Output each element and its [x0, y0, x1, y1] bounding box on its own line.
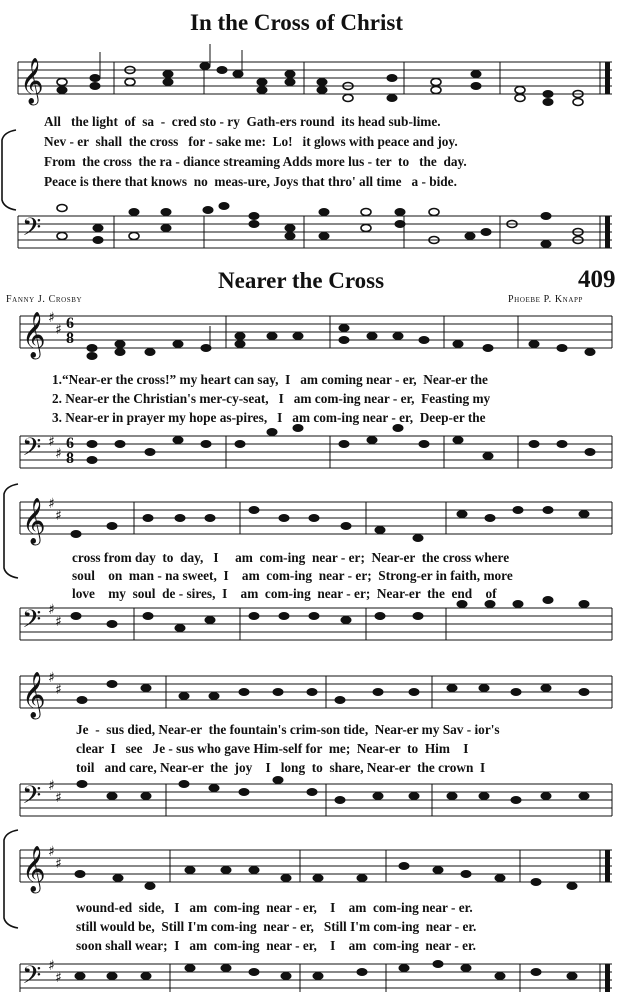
svg-text:♯: ♯ — [55, 508, 62, 524]
hymn-title: In the Cross of Christ — [190, 10, 403, 35]
svg-text:♯: ♯ — [48, 434, 55, 450]
hymn-title: Nearer the Cross — [218, 268, 385, 293]
time-signature-bottom: 8 — [66, 450, 74, 467]
svg-text:𝄢: 𝄢 — [22, 781, 42, 816]
verse-line: wound-ed side, I am com-ing near - er, I am com-ing near - er. — [76, 900, 473, 915]
time-signature-top: 6 — [66, 315, 74, 332]
verse-line: Je - sus died, Near-er the fountain's crim-son tide, Near-er my Sav - ior's — [76, 722, 500, 737]
svg-text:𝄞: 𝄞 — [22, 846, 46, 892]
svg-text:♯: ♯ — [55, 856, 62, 872]
verse-line-4: Peace is there that knows no meas-ure, Joys that thro' all time a - bide. — [44, 174, 457, 189]
verse-line: cross from day to day, I am com-ing near - er; Near-er the cross where — [72, 550, 510, 565]
svg-text:♯: ♯ — [48, 670, 55, 686]
svg-text:♯: ♯ — [55, 970, 62, 986]
verse-line: soul on man - na sweet, I am com-ing near - er; Strong-er in faith, more — [72, 568, 513, 583]
svg-text:♯: ♯ — [48, 602, 55, 618]
svg-text:♯: ♯ — [48, 958, 55, 974]
svg-text:♯: ♯ — [48, 310, 55, 326]
svg-text:𝄢: 𝄢 — [22, 605, 42, 640]
svg-text:♯: ♯ — [55, 446, 62, 462]
verse-line-2: Nev - er shall the cross for - sake me: Lo! it glows with peace and joy. — [44, 134, 458, 149]
verse-line: 2. Near-er the Christian's mer-cy-seat, I am com-ing near - er, Feasting my — [52, 391, 491, 406]
svg-text:♯: ♯ — [55, 614, 62, 630]
svg-text:♯: ♯ — [55, 322, 62, 338]
svg-text:𝄞: 𝄞 — [20, 58, 44, 104]
svg-text:♯: ♯ — [55, 682, 62, 698]
svg-text:𝄞: 𝄞 — [22, 312, 46, 358]
svg-text:𝄞: 𝄞 — [22, 498, 46, 544]
time-signature-bass — [66, 436, 74, 466]
verse-line: clear I see Je - sus who gave Him-self for me; Near-er to Him I — [76, 741, 469, 756]
verse-line: toil and care, Near-er the joy I long to share, Near-er the crown I — [76, 760, 486, 775]
verse-line: still would be, Still I'm com-ing near - er, Still I'm com-ing near - er. — [76, 919, 477, 934]
hymn-number: 409 — [578, 266, 616, 293]
verse-line: 3. Near-er in prayer my hope as-pires, I am com-ing near - er, Deep-er the — [52, 410, 486, 425]
time-signature-top: 6 — [66, 435, 74, 452]
time-signature — [66, 316, 74, 346]
svg-text:𝄢: 𝄢 — [22, 213, 42, 248]
composer-credit: Phoebe P. Knapp — [508, 294, 583, 305]
lyricist-credit: Fanny J. Crosby — [6, 294, 83, 305]
svg-text:𝄢: 𝄢 — [22, 961, 42, 992]
verse-line: 1.“Near-er the cross!” my heart can say, I am coming near - er, Near-er the — [52, 372, 488, 387]
svg-text:♯: ♯ — [48, 778, 55, 794]
svg-text:♯: ♯ — [48, 496, 55, 512]
svg-text:𝄢: 𝄢 — [22, 433, 42, 468]
svg-text:𝄞: 𝄞 — [22, 672, 46, 718]
verse-line-1: All the light of sa - cred sto - ry Gath-ers round its head sub-lime. — [44, 114, 441, 129]
verse-line: love my soul de - sires, I am com-ing near - er; Near-er the end of — [72, 586, 497, 601]
svg-text:♯: ♯ — [55, 790, 62, 806]
verse-line: soon shall wear; I am com-ing near - er, I am com-ing near - er. — [76, 938, 476, 953]
svg-text:♯: ♯ — [48, 844, 55, 860]
verse-line-3: From the cross the ra - diance streaming Adds more lus - ter to the day. — [44, 154, 467, 169]
time-signature-bottom: 8 — [66, 330, 74, 347]
